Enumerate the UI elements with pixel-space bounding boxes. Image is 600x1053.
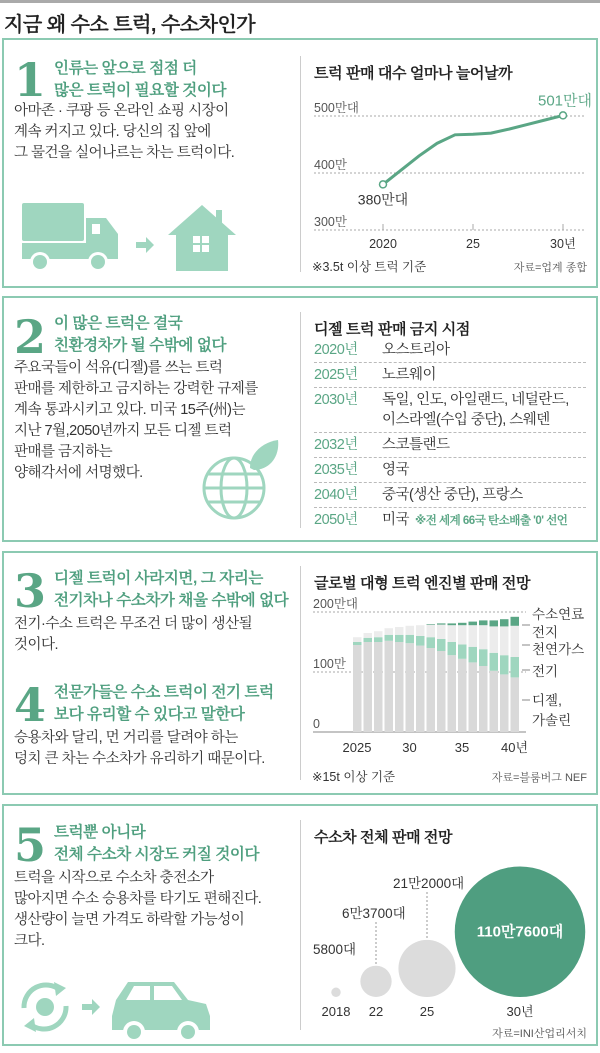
bar-segment-2027-0 xyxy=(374,642,383,732)
bar-segment-2034-0 xyxy=(448,655,457,732)
bar-segment-2038-1 xyxy=(490,653,499,671)
y-tick-label: 100만 xyxy=(313,657,346,671)
x-tick-label: 40년 xyxy=(500,740,529,755)
section-number: 1 xyxy=(14,53,47,107)
bar-segment-2039-1 xyxy=(500,655,509,674)
bar-segment-2037-0 xyxy=(479,666,488,732)
legend-label: 전기 xyxy=(532,664,559,679)
bubble-2018 xyxy=(331,988,340,997)
bar-segment-2029-2 xyxy=(395,627,404,635)
value-label: 21만2000대 xyxy=(393,876,465,891)
bar-segment-2036-3 xyxy=(469,622,478,626)
legend-label: 수소연료 xyxy=(532,607,585,622)
bar-segment-2025-1 xyxy=(353,642,362,645)
x-tick-label: 2020 xyxy=(369,237,397,251)
bar-segment-2025-2 xyxy=(353,637,362,642)
section-heading: 이 많은 트럭은 결국 친환경차가 될 수밖에 없다 xyxy=(54,315,227,354)
bar-segment-2033-0 xyxy=(437,651,446,732)
bubble-25 xyxy=(398,940,455,997)
data-label: 501만대 xyxy=(537,92,593,110)
bar-segment-2040-0 xyxy=(511,677,520,732)
legend-label: 가솔린 xyxy=(532,713,572,728)
bar-segment-2035-3 xyxy=(458,623,467,625)
bar-segment-2031-0 xyxy=(416,646,425,732)
x-tick-label: 25 xyxy=(466,237,480,251)
section-body: 승용차와 달리, 먼 거리를 달려야 하는 덩치 큰 차는 수소차가 유리하기 때문이다. xyxy=(14,730,265,767)
ban-row: 2032년 스코틀랜드 xyxy=(314,433,586,458)
bar-segment-2040-2 xyxy=(511,626,520,657)
bar-segment-2030-0 xyxy=(406,643,415,732)
bar-segment-2036-1 xyxy=(469,647,478,663)
x-tick-label: 30 xyxy=(402,740,417,755)
bar-segment-2028-0 xyxy=(385,641,394,732)
y-tick-label: 500만대 xyxy=(314,101,360,115)
data-label: 380만대 xyxy=(357,191,409,208)
bar-segment-2036-0 xyxy=(469,662,478,732)
chart-title: 트럭 판매 대수 얼마나 늘어날까 xyxy=(314,65,513,82)
bubble-22 xyxy=(360,966,391,997)
bar-segment-2034-1 xyxy=(448,642,457,655)
bar-segment-2039-0 xyxy=(500,674,509,732)
bar-segment-2040-1 xyxy=(511,657,520,677)
bar-segment-2029-1 xyxy=(395,635,404,642)
bar-segment-2035-2 xyxy=(458,625,467,644)
bar-segment-2039-2 xyxy=(500,626,509,655)
bar-segment-2033-1 xyxy=(437,639,446,651)
bar-segment-2031-2 xyxy=(416,625,425,636)
bar-segment-2032-1 xyxy=(427,637,436,648)
bar-segment-2037-1 xyxy=(479,649,488,666)
bar-segment-2027-2 xyxy=(374,631,383,637)
footnote: ※3.5t 이상 트럭 기준 xyxy=(312,260,427,274)
bar-segment-2027-1 xyxy=(374,637,383,642)
bar-segment-2037-2 xyxy=(479,625,488,649)
y-tick-label: 0 xyxy=(313,717,320,731)
bar-segment-2025-0 xyxy=(353,645,362,732)
bar-segment-2031-1 xyxy=(416,636,425,646)
bar-segment-2026-0 xyxy=(364,642,373,732)
section-number: 5 xyxy=(14,818,47,872)
ban-row: 2035년 영국 xyxy=(314,458,586,483)
bar-segment-2039-3 xyxy=(500,619,509,626)
bar-segment-2036-2 xyxy=(469,625,478,647)
section-heading: 인류는 앞으로 점점 더 많은 트럭이 필요할 것이다 xyxy=(54,60,227,99)
bar-segment-2030-1 xyxy=(406,635,415,643)
bar-segment-2026-2 xyxy=(364,633,373,638)
section-body: 트럭을 시작으로 수소차 충전소가 많아지면 수소 승용차를 타기도 편해진다. 생산량이 늘면 가격도 하락할 가능성이 크다. xyxy=(14,870,262,949)
chart-title: 수소차 전체 판매 전망 xyxy=(314,829,453,846)
ban-row: 2050년 미국 ※전 세계 66국 탄소배출 '0' 선언 xyxy=(314,512,568,528)
section-heading: 디젤 트럭이 사라지면, 그 자리는 전기차나 수소차가 채울 수밖에 없다 xyxy=(54,570,289,609)
bar-segment-2034-3 xyxy=(448,623,457,625)
bar-segment-2035-0 xyxy=(458,659,467,732)
x-label: 22 xyxy=(368,1004,384,1019)
x-label: 2018 xyxy=(321,1004,351,1019)
data-point xyxy=(560,112,567,119)
legend-label: 전지 xyxy=(532,625,559,640)
bar-segment-2032-2 xyxy=(427,625,436,638)
chart-title: 디젤 트럭 판매 금지 시점 xyxy=(314,321,470,338)
x-tick-label: 35 xyxy=(454,740,470,755)
ban-row: 2020년 오스트리아 xyxy=(314,338,586,363)
section-heading: 트럭뿐 아니라 전체 수소차 시장도 커질 것이다 xyxy=(54,824,260,863)
section-body: 전기·수소 트럭은 무조건 더 많이 생산될 것이다. xyxy=(14,616,253,653)
bar-segment-2028-1 xyxy=(385,635,394,641)
bar-segment-2028-2 xyxy=(385,628,394,635)
source: 자료=INI산업리서치 xyxy=(492,1028,587,1040)
section-body: 주요국들이 석유(디젤)를 쓰는 트럭 판매를 제한하고 금지하는 강력한 규제를 계속 통과시키고 있다. 미국 15주(州)는 지난 7월,2050년까지 모든 디젤 트럭 판매를 금지하는 양해각서에 서명했다. xyxy=(14,360,258,481)
ban-row: 2040년 중국(생산 중단), 프랑스 xyxy=(314,483,586,508)
x-label: 30년 xyxy=(506,1004,534,1019)
page-title: 지금 왜 수소 트럭, 수소차인가 xyxy=(4,14,256,36)
bar-segment-2037-3 xyxy=(479,620,488,625)
bar-segment-2032-0 xyxy=(427,648,436,732)
ban-row: 2025년 노르웨이 xyxy=(314,363,586,388)
section-number: 3 xyxy=(14,564,47,618)
footnote: ※15t 이상 기준 xyxy=(312,770,396,784)
bar-segment-2033-3 xyxy=(437,623,446,624)
legend-label: 천연가스 xyxy=(532,642,585,657)
x-label: 25 xyxy=(419,1004,435,1019)
bar-segment-2038-2 xyxy=(490,626,499,652)
y-tick-label: 200만대 xyxy=(313,597,359,611)
bar-segment-2040-3 xyxy=(511,617,520,626)
bar-segment-2033-2 xyxy=(437,625,446,639)
bar-segment-2035-1 xyxy=(458,644,467,658)
line-series xyxy=(383,115,563,184)
y-tick-label: 300만 xyxy=(314,215,347,229)
x-tick-label: 30년 xyxy=(550,237,576,251)
section-number: 4 xyxy=(14,678,47,732)
bar-segment-2026-1 xyxy=(364,638,373,642)
bar-segment-2038-3 xyxy=(490,620,499,626)
bar-segment-2032-3 xyxy=(427,624,436,625)
y-tick-label: 400만 xyxy=(314,158,347,172)
section-number: 2 xyxy=(14,310,47,364)
legend-label: 디젤, xyxy=(532,693,562,708)
data-point xyxy=(380,181,387,188)
value-label: 110만7600대 xyxy=(476,923,564,941)
source: 자료=블룸버그 NEF xyxy=(491,772,587,784)
value-label: 6만3700대 xyxy=(342,906,406,921)
chart-title: 글로벌 대형 트럭 엔진별 판매 전망 xyxy=(314,575,531,592)
bar-segment-2038-0 xyxy=(490,671,499,732)
source: 자료=업계 종합 xyxy=(513,262,587,274)
value-label: 5800대 xyxy=(313,942,357,957)
bar-segment-2030-2 xyxy=(406,626,415,635)
section-body: 아마존 · 쿠팡 등 온라인 쇼핑 시장이 계속 커지고 있다. 당신의 집 앞에 그 물건을 실어나르는 차는 트럭이다. xyxy=(14,103,235,161)
section-heading: 전문가들은 수소 트럭이 전기 트럭 보다 유리할 수 있다고 말한다 xyxy=(54,684,274,723)
bar-segment-2029-0 xyxy=(395,642,404,732)
x-tick-label: 2025 xyxy=(342,740,372,755)
bar-segment-2034-2 xyxy=(448,625,457,642)
ban-row: 2030년 독일, 인도, 아일랜드, 네덜란드, 이스라엘(수입 중단), 스웨덴 xyxy=(314,388,586,433)
